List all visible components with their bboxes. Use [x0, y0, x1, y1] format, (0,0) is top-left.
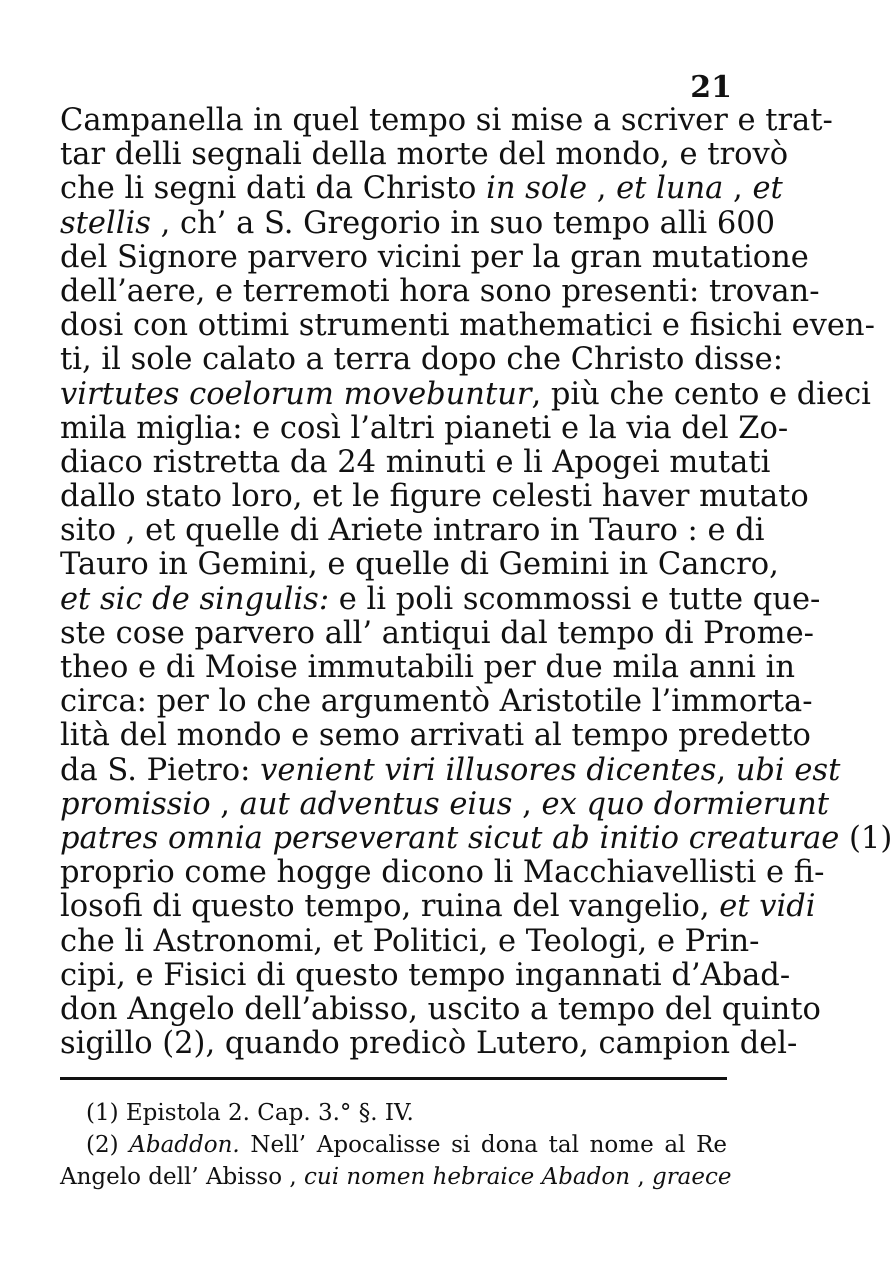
body-line: diaco ristretta da 24 minuti e li Apogei mutati	[60, 444, 771, 480]
footnotes	[60, 1097, 732, 1193]
body-line: proprio come hogge dicono li Macchiavellisti e fi-	[60, 855, 825, 891]
body-line: don Angelo dell’abisso, uscito a tempo del quinto	[60, 991, 821, 1027]
body-line: dallo stato loro, et le figure celesti haver mutato	[60, 479, 809, 515]
body-line: Campanella in quel tempo si mise a scriver e trat-	[60, 103, 833, 138]
footnote-line: Angelo dell’ Abisso , cui nomen hebraice Abadon , graece	[60, 1164, 732, 1190]
body-line: patres omnia perseverant sicut ab initio creaturae (1)	[60, 820, 892, 856]
body-line: che li segni dati da Christo in sole , et luna , et	[60, 171, 783, 207]
body-line: stellis , ch’ a S. Gregorio in suo tempo alli 600	[60, 205, 776, 241]
body-line: mila miglia: e così l’altri pianeti e la via del Zo-	[60, 410, 789, 446]
body-line: dell’aere, e terremoti hora sono presenti: trovan-	[60, 273, 820, 309]
body-line: et sic de singulis: e li poli scommossi e tutte que-	[60, 581, 821, 617]
body-line: cipi, e Fisici di questo tempo ingannati d’Abad-	[60, 957, 791, 993]
footnote-line: (1) Epistola 2. Cap. 3.° §. IV.	[86, 1100, 414, 1126]
body-line: dosi con ottimi strumenti mathematici e fisichi even-	[60, 308, 875, 344]
page-number: 21	[690, 70, 732, 105]
body-line: circa: per lo che argumentò Aristotile l’immorta-	[60, 684, 813, 720]
body-line: tar delli segnali della morte del mondo, e trovò	[60, 137, 789, 173]
body-line: lità del mondo e semo arrivati al tempo predetto	[60, 718, 811, 754]
body-line: ti, il sole calato a terra dopo che Christo disse:	[60, 342, 783, 378]
body-line: losofi di questo tempo, ruina del vangelio, et vidi	[60, 889, 816, 925]
body-text	[60, 103, 892, 1062]
body-line: da S. Pietro: venient viri illusores dicentes, ubi est	[60, 752, 841, 788]
body-line: del Signore parvero vicini per la gran mutatione	[60, 239, 809, 275]
body-line: promissio , aut adventus eius , ex quo dormierunt	[60, 786, 830, 822]
body-line: sigillo (2), quando predicò Lutero, campion del-	[60, 1026, 798, 1062]
footnote-line: (2) Abaddon. Nell’ Apocalisse si dona tal nome al Re	[86, 1132, 727, 1158]
body-line: sito , et quelle di Ariete intraro in Tauro : e di	[60, 513, 765, 549]
body-line: che li Astronomi, et Politici, e Teologi, e Prin-	[60, 923, 760, 959]
body-line: theo e di Moise immutabili per due mila anni in	[60, 650, 796, 685]
body-line: ste cose parvero all’ antiqui dal tempo di Prome-	[60, 615, 814, 651]
footnote-rule	[60, 1077, 727, 1080]
body-line: virtutes coelorum movebuntur, più che cento e dieci	[60, 376, 871, 412]
body-line: Tauro in Gemini, e quelle di Gemini in Cancro,	[60, 547, 779, 583]
